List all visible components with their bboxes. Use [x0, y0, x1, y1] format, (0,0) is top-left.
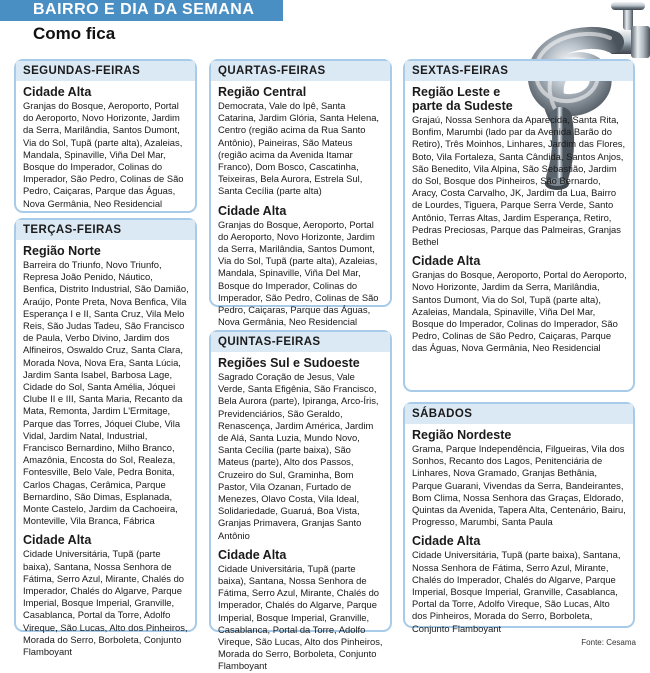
- region-neighborhoods: Cidade Universitária, Tupã (parte baixa), Santana, Nossa Senhora de Fátima, Serro Azul, Mirante, Chalés do Imperador, Chalés do Algarve, Parque Imperial, Bosque Imperial, Granville, Casablanca, Portal da Torre, Adolfo Vireque, São Lucas, Alto dos Pinheiros, Morada do Serro, Borboleta, Conjunto Flamboyant: [218, 562, 383, 672]
- page-subtitle: Como fica: [33, 24, 116, 43]
- day-header: QUARTAS-FEIRAS: [211, 61, 390, 81]
- page-title: BAIRRO E DIA DA SEMANA: [33, 1, 255, 18]
- region-neighborhoods: Granjas do Bosque, Aeroporto, Portal do Aeroporto, Novo Horizonte, Jardim da Serra, Marilândia, Santos Dumont, Via do Sol, Tupã (parte alta), Azaleias, Mandala, Spinaville, Viña Del Mar, Bosque do Imperador, Colinas do Imperador, São Pedro, Colinas de São Pedro, Caiçaras, Parque das Águas, Nova Germânia, Neo Residencial: [23, 100, 184, 209]
- region-neighborhoods: [412, 114, 627, 248]
- region-title: Cidade Alta: [412, 534, 481, 549]
- region-title: Cidade Alta: [412, 254, 481, 269]
- day-header: SEXTAS-FEIRAS: [405, 61, 633, 81]
- panel-segundas: [14, 59, 197, 213]
- region-neighborhoods: Democrata, Vale do Ipê, Santa Catarina, Jardim Glória, Santa Helena, Centro (região acima da Rua Santo Antônio), Paineiras, São Mateus (região acima da Avenida Itamar Franco), Dom Bosco, Cascatinha, Teixeiras, Bela Aurora, Estrela Sul, Santa Cecília (parte alta): [218, 100, 380, 197]
- region-title: Região Norte: [23, 244, 101, 258]
- region-title: Cidade Alta: [23, 85, 92, 99]
- region-title: Cidade Alta: [218, 203, 287, 218]
- region-title: Cidade Alta: [23, 533, 92, 548]
- region-title: Regiões Sul e Sudoeste: [218, 356, 360, 370]
- day-header: QUINTAS-FEIRAS: [211, 332, 390, 352]
- panel-sextas: [403, 59, 635, 392]
- day-header: SÁBADOS: [405, 404, 633, 424]
- region-neighborhoods: Granjas do Bosque, Aeroporto, Portal do Aeroporto, Novo Horizonte, Jardim da Serra, Marilândia, Santos Dumont, Via do Sol, Tupã (parte alta), Azaleias, Mandala, Spinaville, Viña Del Mar, Bosque do Imperador, Colinas do Imperador, São Pedro, Colinas de São Pedro, Caiçaras, Parque das Águas, Nova Germânia, Neo Residencial: [412, 269, 627, 354]
- region-title: Região Central: [218, 85, 307, 99]
- region-title: Região Nordeste: [412, 428, 512, 442]
- panel-quintas: [209, 330, 392, 672]
- source-credit: Fonte: Cesama: [581, 638, 636, 647]
- region-neighborhoods: Cidade Universitária, Tupã (parte baixa), Santana, Nossa Senhora de Fátima, Serro Azul, Mirante, Chalés do Imperador, Chalés do Algarve, Parque Imperial, Bosque Imperial, Granville, Casablanca, Portal da Torre, Adolfo Vireque, São Lucas, Alto dos Pinheiros, Morada do Serro, Borboleta, Conjunto Flamboyant: [412, 549, 621, 634]
- region-neighborhoods: Sagrado Coração de Jesus, Vale Verde, Santa Efigênia, São Francisco, Bela Aurora (parte), Ipiranga, Arco-Íris, Previdenciários, São Geraldo, Renascença, Jardim América, Jardim de Alá, Santa Luzia, Mundo Novo, Santa Cecília (parte baixa), São Mateus (parte), Alto dos Passos, Cruzeiro do Sul, Graminha, Bom Pastor, Vila Ozanan, Furtado de Menezes, Olavo Costa, Vila Ideal, Solidariedade, Guaruá, Boa Vista, Granjas Primavera, Granjas Santo Antônio: [218, 371, 379, 541]
- region-neighborhoods: Barreira do Triunfo, Novo Triunfo, Represa João Penido, Náutico, Benfica, Distrito Industrial, São Damião, Araújo, Ponte Preta, Nova Benfica, Vila Esperança I e II, Santa Cruz, Vila Melo Reis, São Judas Tadeu, São Francisco de Paula, Verbo Divino, Jardim dos Alfineiros, Oswaldo Cruz, Santa Clara, Morada Nova, Nova Era, Santa Lúcia, Jardim Santa Isabel, Barbosa Lage, Cidade do Sol, Santa Amélia, Jóquei Clube II e III, Santa Maria, Recanto da Mata, Remonta, Jardim L'Ermitage, Parque das Torres, Jóquei Clube, Vila Vidal, Jardim Natal, Industrial, Francisco Bernardino, Milho Branco, Amazônia, Encosta do Sol, Realeza, Fontesville, Belo Vale, Pedra Bonita, Carlos Chagas, Cerâmica, Parque Bernardino, São Dimas, Esplanada, Monte Castelo, Jardim da Cachoeira, Monteville, Vila Branca, Fábrica: [23, 259, 189, 527]
- panel-sabados: [403, 402, 635, 634]
- neighborhood-list: Grajaú, Nossa Senhora da Aparecida, Santa Rita, Bonfim, Marumbi (lado par da Avenida Barão do Retiro), Três Moinhos, Linhares, Jardim das Flores, Boto, Vila Fortaleza, Santa Cândida, Santos Anjos, São Benedito, Vila Alpina, São Sebastião, Jardim do Sol, Bosque dos Pinheiros, São Bernardo, Aracy, Costa Carvalho, JK, Jardim da Lua, Bairro de Lourdes, Tiguera, Parque Serra Verde, Santo Antônio, Terras Altas, Jardim Esperança, Retiro, Pedras Preciosas, Parque das Palmeiras, Granjas Bethel: [412, 114, 626, 248]
- day-header: SEGUNDAS-FEIRAS: [16, 61, 195, 81]
- region-neighborhoods: Grama, Parque Independência, Filgueiras, Vila dos Sonhos, Recanto dos Lagos, Penitenciária de Linhares, Nova Gramado, Granjas Bethânia, Parque Guarani, Vivendas da Serra, Bandeirantes, Bom Clima, Nossa Senhora das Graças, Eldorado, Quintas da Avenida, Tapera Alta, Centenário, Bairu, Progresso, Marumbi, Santa Paula: [412, 443, 626, 528]
- panel-quartas: [209, 59, 392, 328]
- panel-tercas: [14, 218, 197, 658]
- day-header: TERÇAS-FEIRAS: [16, 220, 195, 240]
- region-title: Cidade Alta: [218, 547, 287, 562]
- region-title: Região Leste e parte da Sudeste: [412, 85, 513, 113]
- region-neighborhoods: Granjas do Bosque, Aeroporto, Portal do Aeroporto, Novo Horizonte, Jardim da Serra, Marilândia, Santos Dumont, Via do Sol, Tupã (parte alta), Azaleias, Mandala, Spinaville, Viña Del Mar, Bosque do Imperador, Colinas do Imperador, São Pedro, Colinas de São Pedro, Caiçaras, Parque das Águas, Nova Germânia, Neo Residencial: [218, 218, 379, 328]
- region-neighborhoods: Cidade Universitária, Tupã (parte baixa), Santana, Nossa Senhora de Fátima, Serro Azul, Mirante, Chalés do Imperador, Chalés do Algarve, Parque Imperial, Bosque Imperial, Granville, Casablanca, Portal da Torre, Adolfo Vireque, São Lucas, Alto dos Pinheiros, Morada do Serro, Borboleta, Conjunto Flamboyant: [23, 548, 188, 658]
